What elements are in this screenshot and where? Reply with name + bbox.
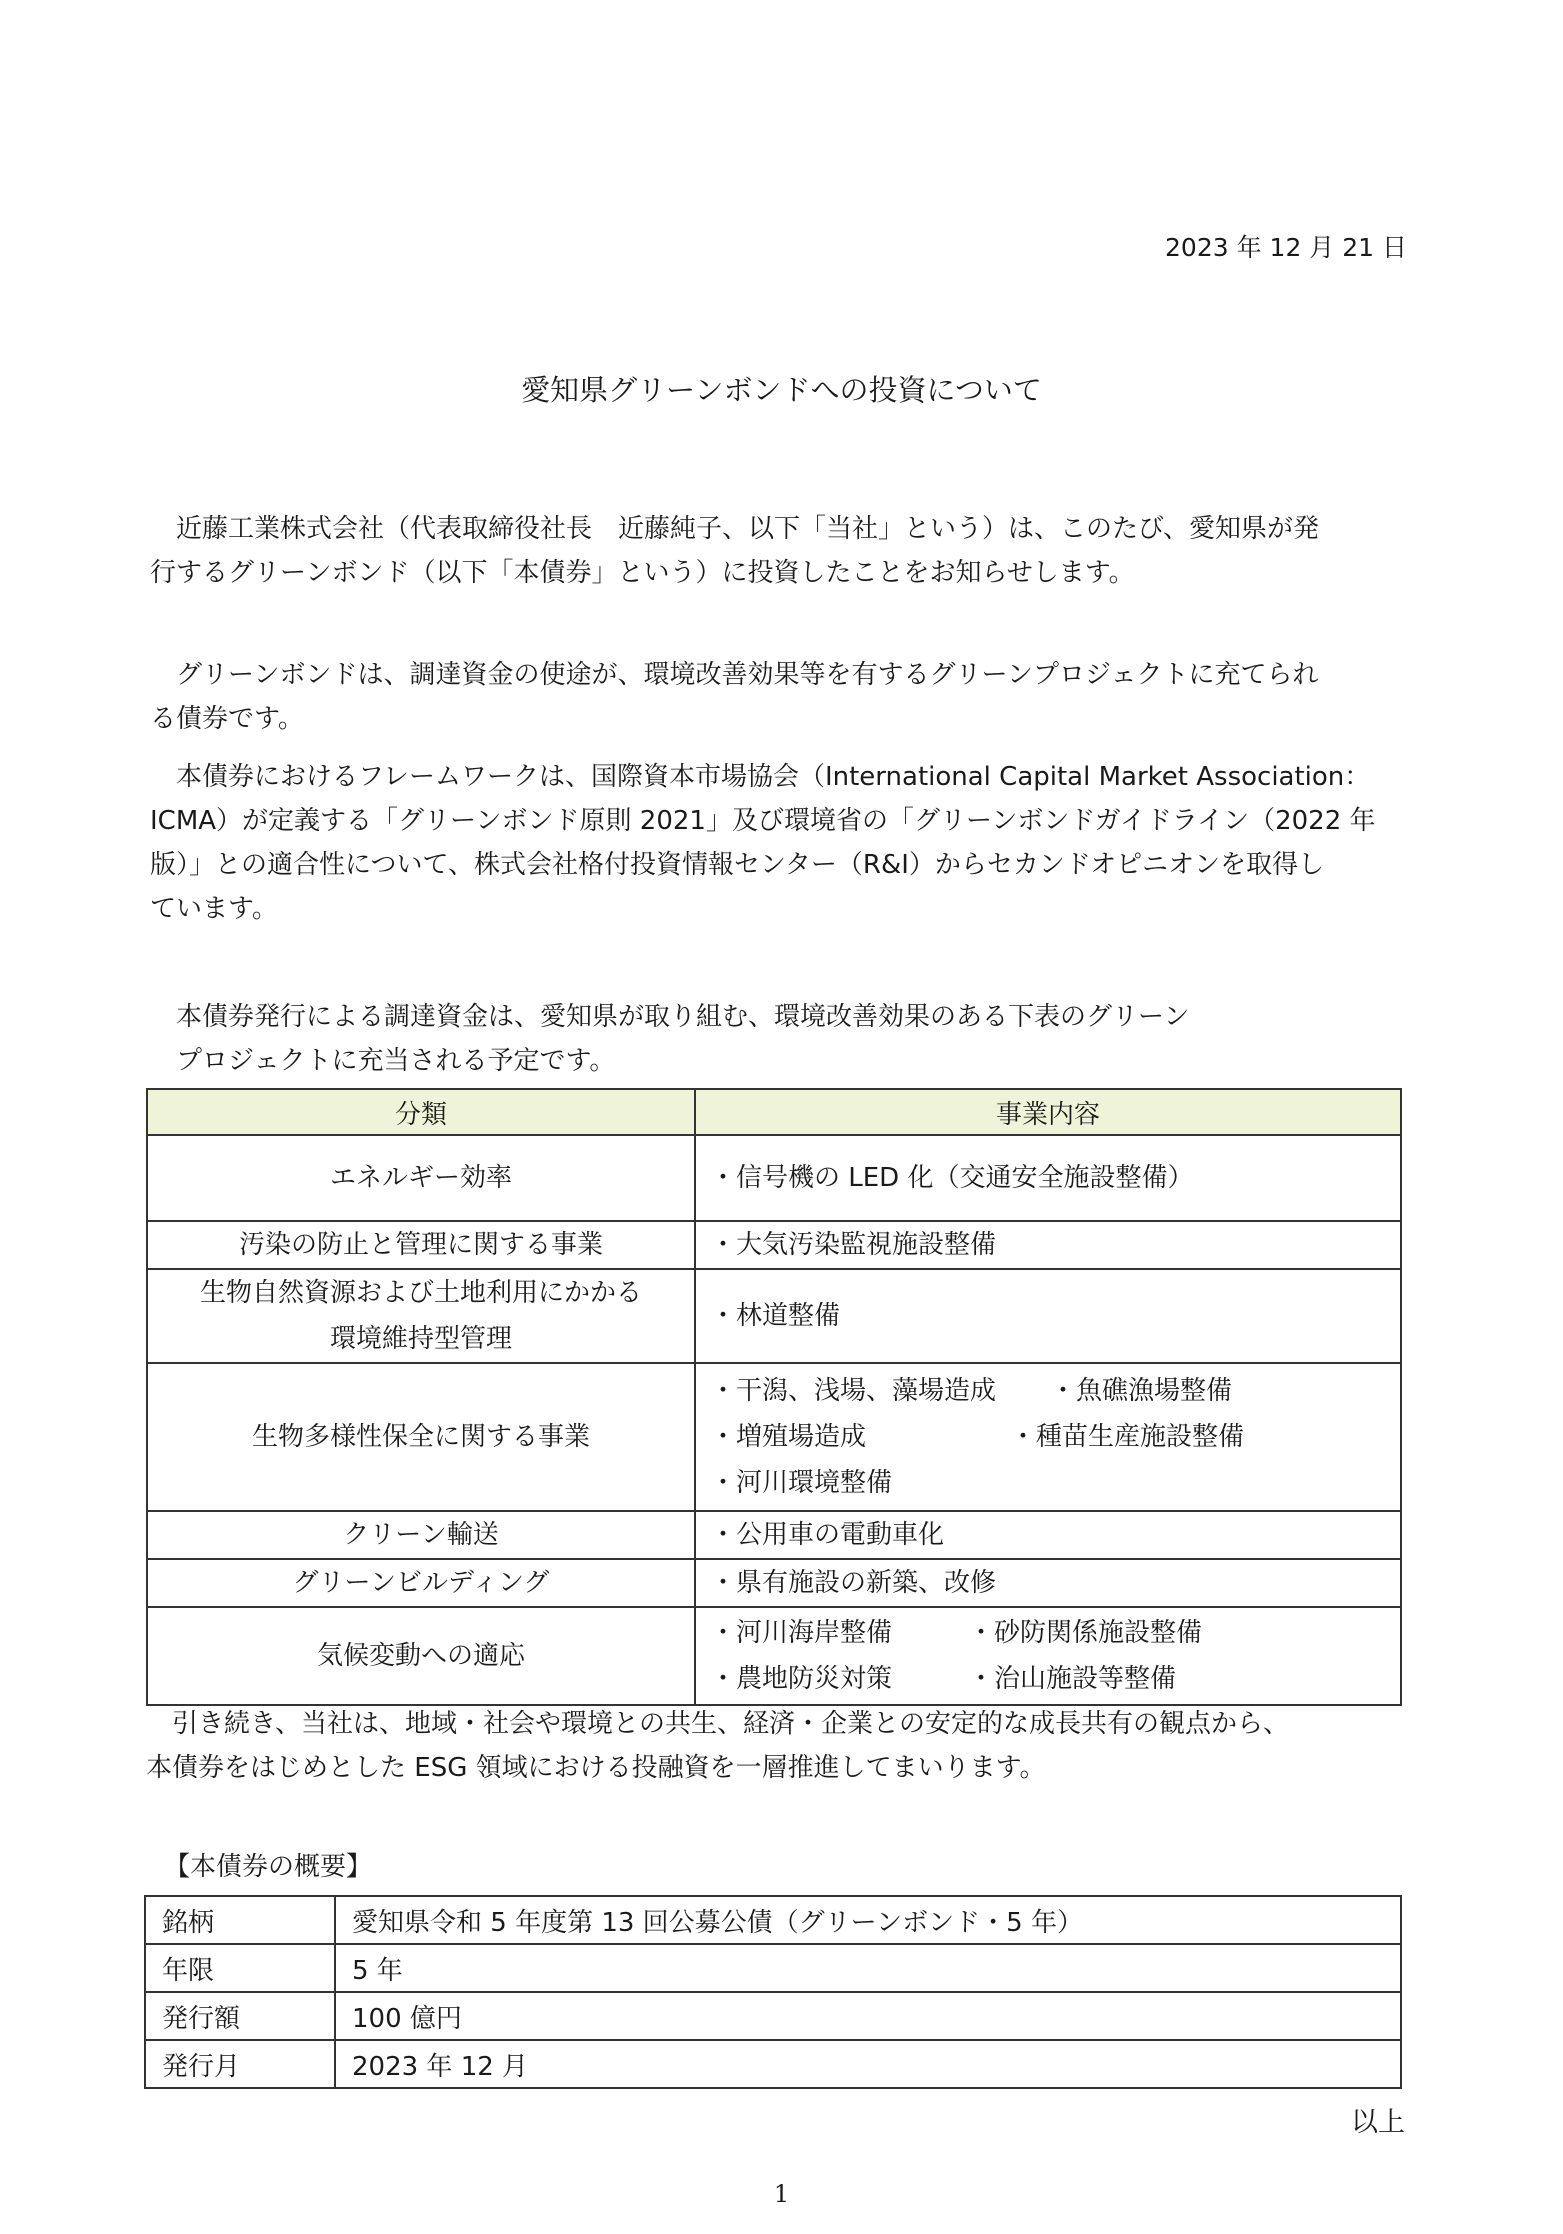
summary-value: 100 億円 bbox=[335, 1992, 1401, 2040]
table-row bbox=[145, 1992, 1401, 2040]
content-item: ・増殖場造成 bbox=[710, 1422, 867, 1452]
summary-value: 2023 年 12 月 bbox=[335, 2040, 1401, 2088]
category-cell: 気候変動への適応 bbox=[147, 1607, 695, 1705]
summary-key: 年限 bbox=[145, 1944, 335, 1992]
content-cell bbox=[695, 1269, 1401, 1363]
content-item: ・農地防災対策 bbox=[710, 1664, 893, 1694]
summary-value: 5 年 bbox=[335, 1944, 1401, 1992]
table-row bbox=[147, 1363, 1401, 1511]
summary-title: 【本債券の概要】 bbox=[164, 1852, 373, 1882]
content-cell bbox=[695, 1511, 1401, 1559]
category-cell: 汚染の防止と管理に関する事業 bbox=[147, 1221, 695, 1269]
text-line: プロジェクトに充当される予定です。 bbox=[176, 1046, 616, 1076]
table-row bbox=[147, 1269, 1401, 1363]
table-row bbox=[147, 1511, 1401, 1559]
document-date: 2023 年 12 月 21 日 bbox=[1165, 233, 1407, 262]
category-cell bbox=[147, 1269, 695, 1363]
category-text-line: 生物自然資源および土地利用にかかる bbox=[199, 1278, 642, 1308]
allocation-paragraph bbox=[150, 995, 1410, 1083]
framework-paragraph bbox=[150, 755, 1410, 931]
text-line: ICMA）が定義する「グリーンボンド原則 2021」及び環境省の「グリーンボンドガイドライン（2022 年 bbox=[150, 806, 1376, 836]
document-title: 愛知県グリーンボンドへの投資について bbox=[521, 373, 1042, 407]
text-line: 近藤工業株式会社（代表取締役社長 近藤純子、以下「当社」という）は、このたび、愛知県が発 bbox=[176, 514, 1319, 544]
green-project-table bbox=[146, 1088, 1402, 1706]
header-category: 分類 bbox=[147, 1089, 695, 1135]
category-cell: エネルギー効率 bbox=[147, 1135, 695, 1221]
category-cell: 生物多様性保全に関する事業 bbox=[147, 1363, 695, 1511]
content-item: ・県有施設の新築、改修 bbox=[710, 1568, 997, 1598]
content-item: ・河川海岸整備 bbox=[710, 1618, 893, 1648]
table-row bbox=[145, 1944, 1401, 1992]
text-line: 引き続き、当社は、地域・社会や環境との共生、経済・企業との安定的な成長共有の観点から、 bbox=[172, 1709, 1289, 1739]
summary-key: 銘柄 bbox=[145, 1896, 335, 1944]
page-number: 1 bbox=[773, 2180, 790, 2208]
bond-summary-table bbox=[144, 1895, 1402, 2089]
text-line: グリーンボンドは、調達資金の使途が、環境改善効果等を有するグリーンプロジェクトに充てられ bbox=[176, 660, 1319, 690]
content-item: ・信号機の LED 化（交通安全施設整備） bbox=[710, 1163, 1194, 1193]
table-header-row bbox=[147, 1089, 1401, 1135]
content-item: ・種苗生産施設整備 bbox=[1010, 1422, 1245, 1452]
table-row bbox=[147, 1607, 1401, 1705]
content-cell bbox=[695, 1559, 1401, 1607]
content-item: ・治山施設等整備 bbox=[968, 1664, 1177, 1694]
text-line: 行するグリーンボンド（以下「本債券」という）に投資したことをお知らせします。 bbox=[150, 558, 1135, 588]
table-row bbox=[147, 1559, 1401, 1607]
summary-key: 発行額 bbox=[145, 1992, 335, 2040]
summary-key: 発行月 bbox=[145, 2040, 335, 2088]
table-row bbox=[145, 1896, 1401, 1944]
content-cell bbox=[695, 1607, 1401, 1705]
closing-paragraph bbox=[146, 1702, 1408, 1790]
category-text bbox=[200, 1278, 642, 1354]
text-line: ています。 bbox=[150, 894, 278, 924]
table-row bbox=[147, 1135, 1401, 1221]
category-cell: グリーンビルディング bbox=[147, 1559, 695, 1607]
end-mark: 以上 bbox=[1351, 2107, 1405, 2138]
text-line: 版）」との適合性について、株式会社格付投資情報センター（R&I）からセカンドオピニオンを取得し bbox=[150, 850, 1325, 880]
header-content: 事業内容 bbox=[695, 1089, 1401, 1135]
content-cell bbox=[695, 1363, 1401, 1511]
text-line: る債券です。 bbox=[150, 704, 304, 734]
text-line: 本債券におけるフレームワークは、国際資本市場協会（International Capital Market Association： bbox=[176, 762, 1371, 792]
content-cell bbox=[695, 1221, 1401, 1269]
text-line: 本債券をはじめとした ESG 領域における投融資を一層推進してまいります。 bbox=[146, 1753, 1046, 1783]
content-item: ・大気汚染監視施設整備 bbox=[710, 1230, 997, 1260]
green-bond-paragraph bbox=[150, 653, 1410, 741]
content-item: ・干潟、浅場、藻場造成 bbox=[710, 1376, 997, 1406]
table-row bbox=[147, 1221, 1401, 1269]
summary-value: 愛知県令和 5 年度第 13 回公募公債（グリーンボンド・5 年） bbox=[335, 1896, 1401, 1944]
category-text-line: 環境維持型管理 bbox=[329, 1324, 512, 1354]
category-cell: クリーン輸送 bbox=[147, 1511, 695, 1559]
intro-paragraph bbox=[150, 507, 1410, 595]
content-item: ・林道整備 bbox=[710, 1301, 841, 1331]
table-row bbox=[145, 2040, 1401, 2088]
content-item: ・砂防関係施設整備 bbox=[968, 1618, 1203, 1648]
content-item: ・魚礁漁場整備 bbox=[1050, 1376, 1233, 1406]
text-line: 本債券発行による調達資金は、愛知県が取り組む、環境改善効果のある下表のグリーン bbox=[176, 1002, 1190, 1032]
content-cell bbox=[695, 1135, 1401, 1221]
content-item: ・公用車の電動車化 bbox=[710, 1520, 945, 1550]
content-item: ・河川環境整備 bbox=[710, 1468, 893, 1498]
